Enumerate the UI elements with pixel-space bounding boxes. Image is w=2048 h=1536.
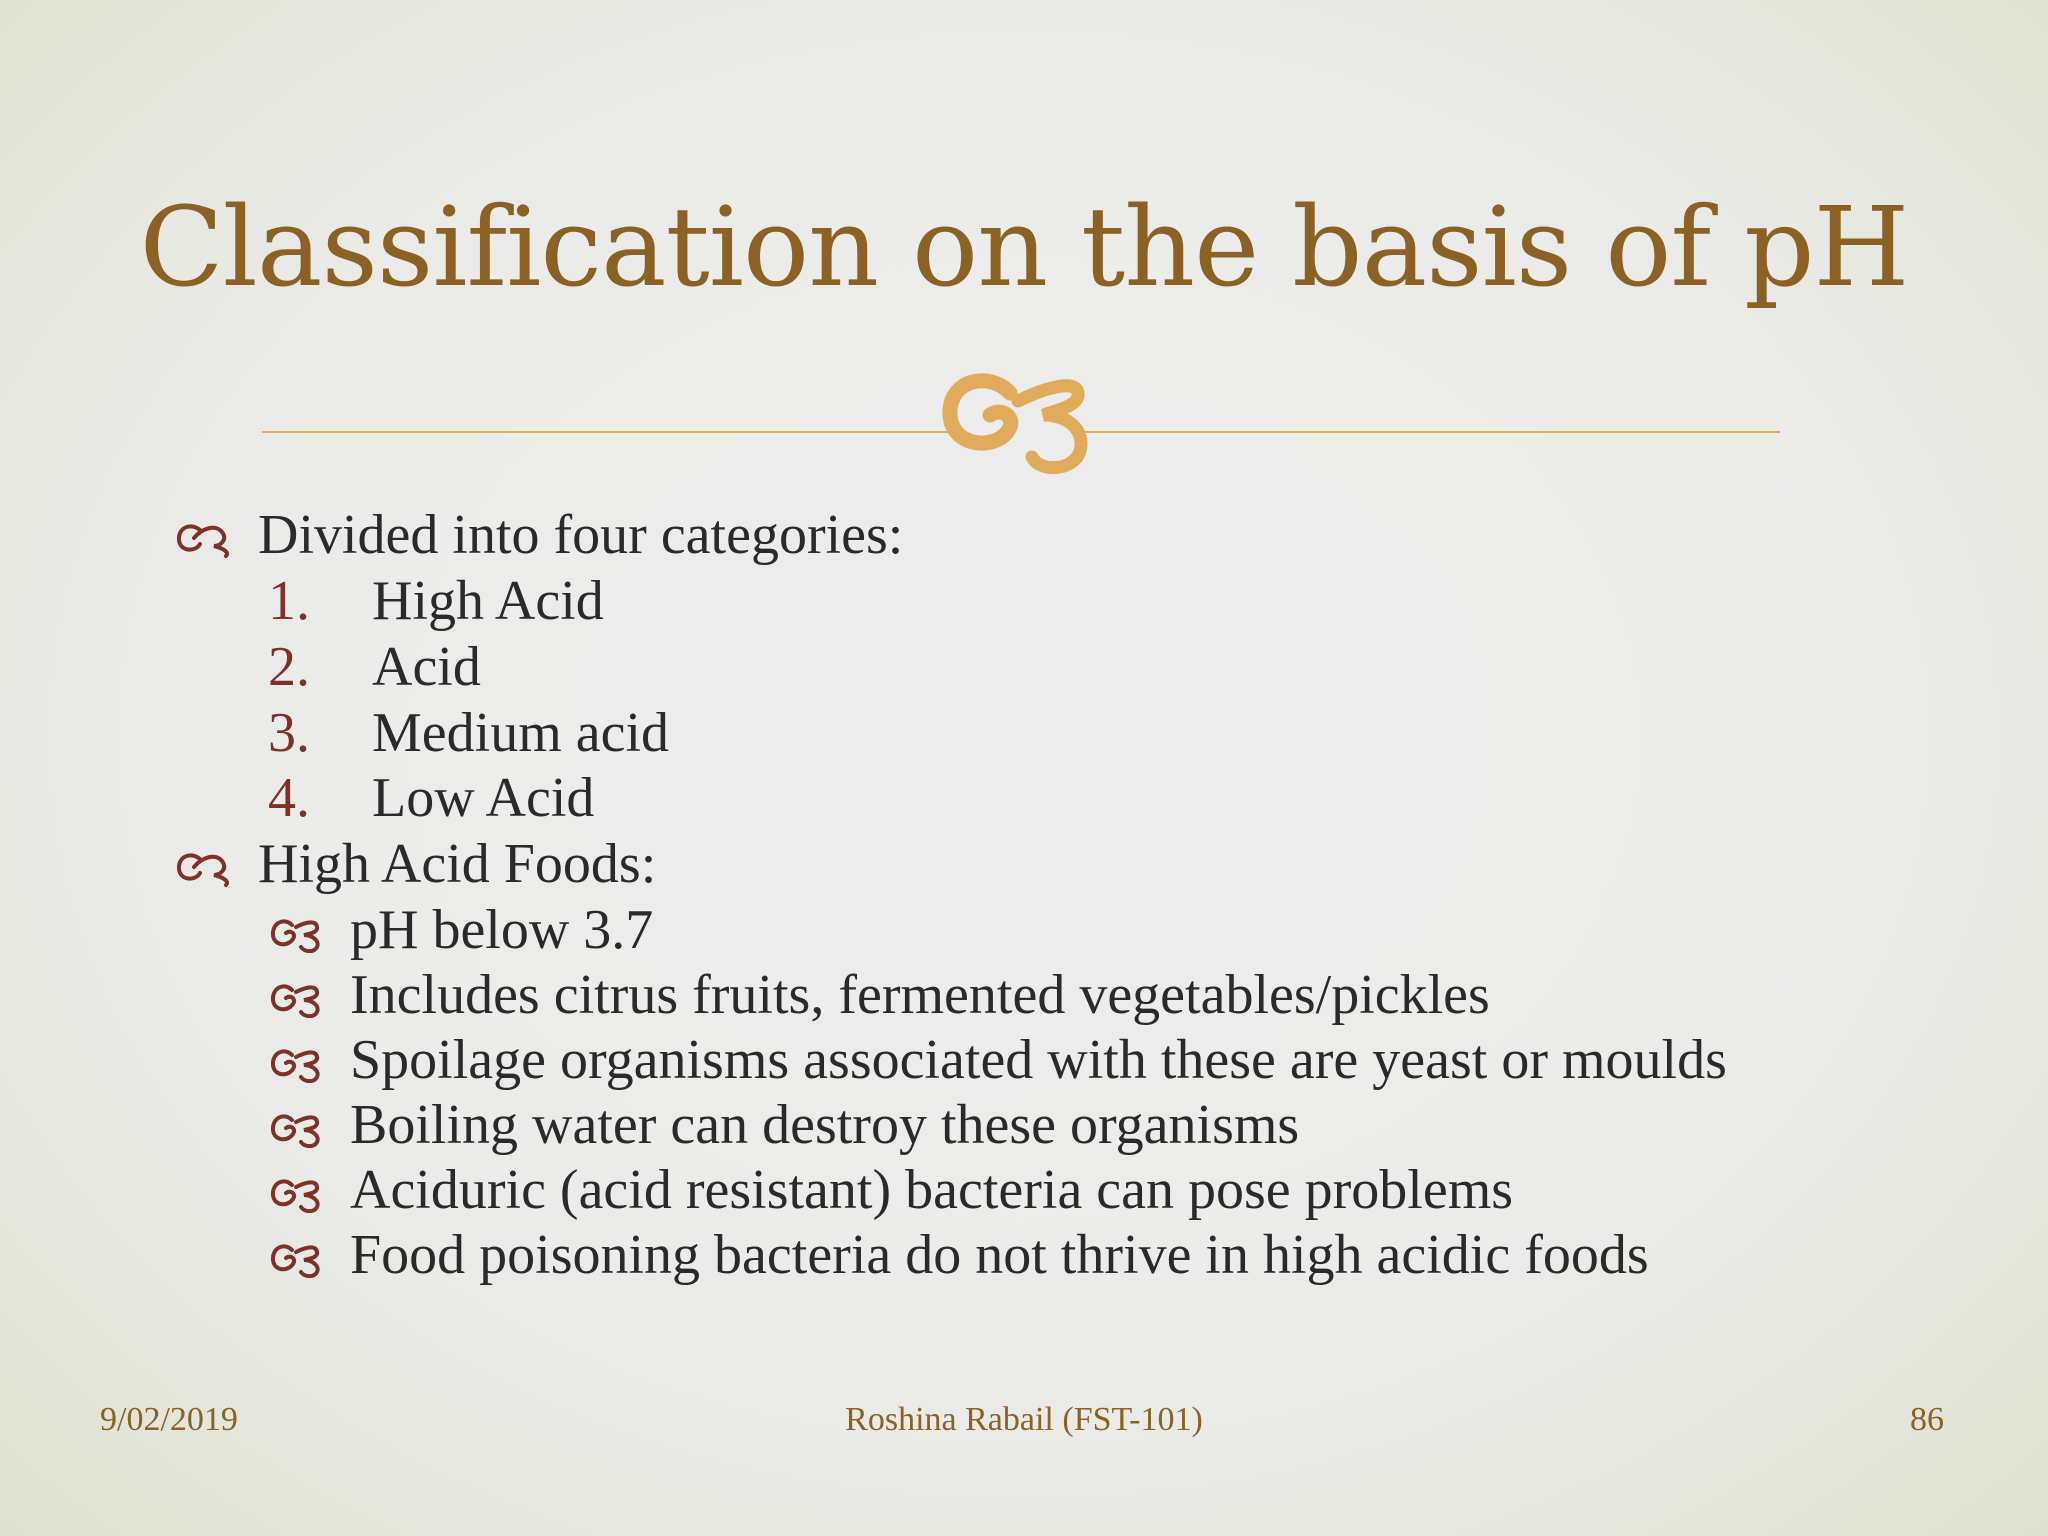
list-item-acid: Acid [372, 636, 481, 698]
sub-bullet-ph: pH below 3.7 [350, 899, 654, 961]
footer-page-number: 86 [1910, 1401, 1944, 1438]
swash-bullet-icon [176, 518, 234, 558]
sub-bullet-food-poisoning: Food poisoning bacteria do not thrive in high acidic foods [350, 1224, 1649, 1286]
sub-bullet-citrus: Includes citrus fruits, fermented vegetables/pickles [350, 964, 1490, 1026]
slide-title: Classification on the basis of pH [139, 183, 1909, 311]
list-number: 1. [268, 570, 310, 632]
list-item-medium-acid: Medium acid [372, 702, 670, 764]
list-number: 4. [268, 767, 310, 829]
list-item-low-acid: Low Acid [372, 767, 595, 829]
list-item-high-acid: High Acid [372, 570, 604, 632]
swash-sub-bullet-icon [270, 1175, 322, 1213]
swash-sub-bullet-icon [270, 915, 322, 953]
list-number: 2. [268, 636, 310, 698]
swash-bullet-icon [176, 847, 234, 887]
list-number: 3. [268, 702, 310, 764]
sub-bullet-spoilage: Spoilage organisms associated with these are yeast or moulds [350, 1029, 1727, 1091]
footer-author: Roshina Rabail (FST-101) [845, 1401, 1203, 1438]
swash-sub-bullet-icon [270, 1240, 322, 1278]
swash-sub-bullet-icon [270, 980, 322, 1018]
bullet-high-acid-foods: High Acid Foods: [258, 833, 657, 895]
sub-bullet-boiling: Boiling water can destroy these organisms [350, 1094, 1300, 1156]
footer-date: 9/02/2019 [100, 1401, 238, 1438]
sub-bullet-aciduric: Aciduric (acid resistant) bacteria can pose problems [350, 1159, 1514, 1221]
swash-sub-bullet-icon [270, 1045, 322, 1083]
bullet-divided-categories: Divided into four categories: [258, 504, 904, 566]
swash-sub-bullet-icon [270, 1110, 322, 1148]
